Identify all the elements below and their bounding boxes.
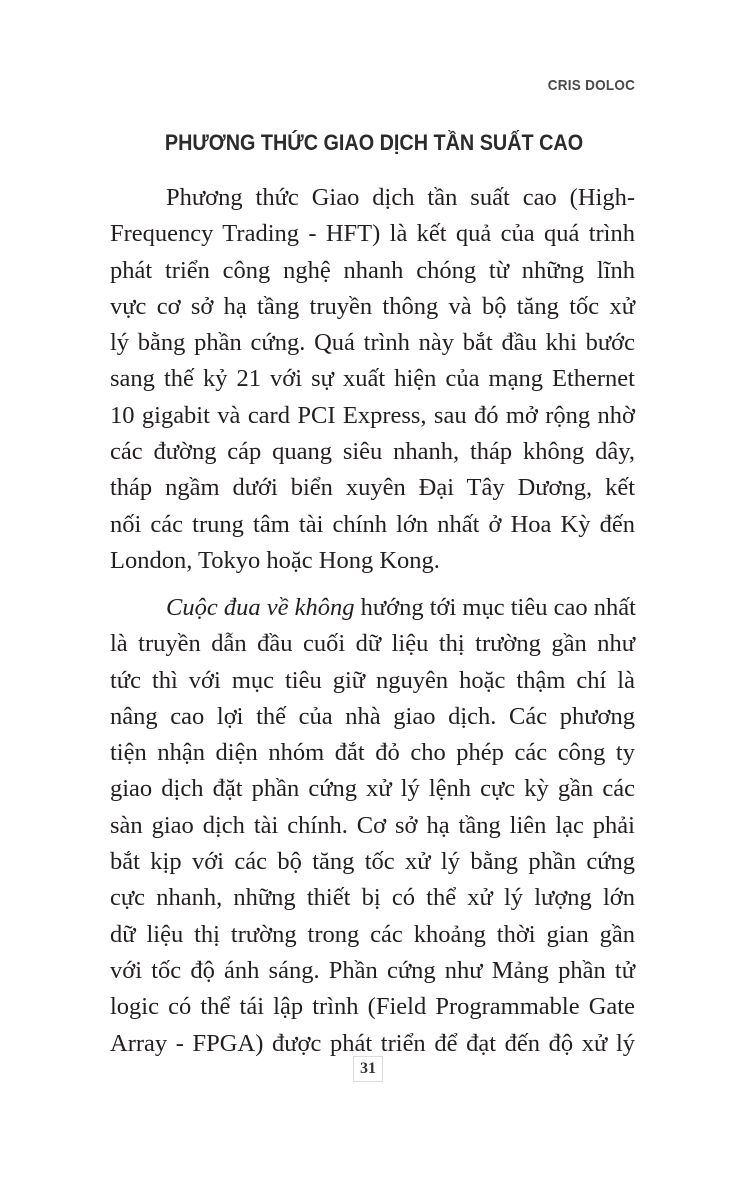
text-span: hướng tới mục tiêu cao nhất: [354, 594, 636, 621]
text-line: là truyền dẫn đầu cuối dữ liệu thị trường gần như: [110, 630, 635, 658]
text-line: London, Tokyo hoặc Hong Kong.: [110, 546, 440, 574]
italic-phrase: Cuộc đua về không: [166, 594, 355, 621]
text-line: phát triển công nghệ nhanh chóng từ những lĩnh: [110, 256, 635, 284]
text-line: logic có thể tái lập trình (Field Programmable Gate: [110, 993, 635, 1021]
text-line: với tốc độ ánh sáng. Phần cứng như Mảng phần tử: [110, 956, 635, 984]
text-line: dữ liệu thị trường trong các khoảng thời gian gần: [110, 920, 635, 948]
text-line: Phương thức Giao dịch tần suất cao (High-: [166, 184, 635, 211]
text-line: bắt kịp với các bộ tăng tốc xử lý bằng phần cứng: [110, 848, 635, 876]
page-number: 31: [353, 1056, 383, 1082]
text-line: giao dịch đặt phần cứng xử lý lệnh cực kỳ gần các: [110, 775, 635, 803]
text-line: Frequency Trading - HFT) là kết quả của quá trình: [110, 220, 635, 248]
text-line: sàn giao dịch tài chính. Cơ sở hạ tầng liên lạc phải: [110, 811, 635, 839]
section-title: PHƯƠNG THỨC GIAO DỊCH TẦN SUẤT CAO: [164, 130, 584, 155]
text-line: Array - FPGA) được phát triển để đạt đến độ xử lý: [110, 1029, 635, 1057]
text-line: 10 gigabit và card PCI Express, sau đó mở rộng nhờ: [110, 401, 635, 429]
text-line: cực nhanh, những thiết bị có thể xử lý lượng lớn: [110, 884, 635, 912]
text-line: [110, 590, 635, 626]
text-line: các đường cáp quang siêu nhanh, tháp không dây,: [110, 438, 635, 466]
text-line: tháp ngầm dưới biển xuyên Đại Tây Dương, kết: [110, 474, 635, 502]
text-line: tiện nhận diện nhóm đắt đỏ cho phép các công ty: [110, 739, 635, 767]
text-line: lý bằng phần cứng. Quá trình này bắt đầu khi bước: [110, 329, 635, 357]
text-line: nối các trung tâm tài chính lớn nhất ở Hoa Kỳ đến: [110, 510, 635, 538]
running-header-author: CRIS DOLOC: [547, 77, 635, 94]
text-line: vực cơ sở hạ tầng truyền thông và bộ tăng tốc xử: [110, 292, 635, 320]
paragraph-1: [110, 180, 635, 579]
text-line: tức thì với mục tiêu giữ nguyên hoặc thậm chí là: [110, 666, 635, 694]
text-line: sang thế kỷ 21 với sự xuất hiện của mạng Ethernet: [110, 365, 635, 393]
text-line: nâng cao lợi thế của nhà giao dịch. Các phương: [110, 702, 635, 730]
paragraph-2: [110, 590, 635, 1062]
